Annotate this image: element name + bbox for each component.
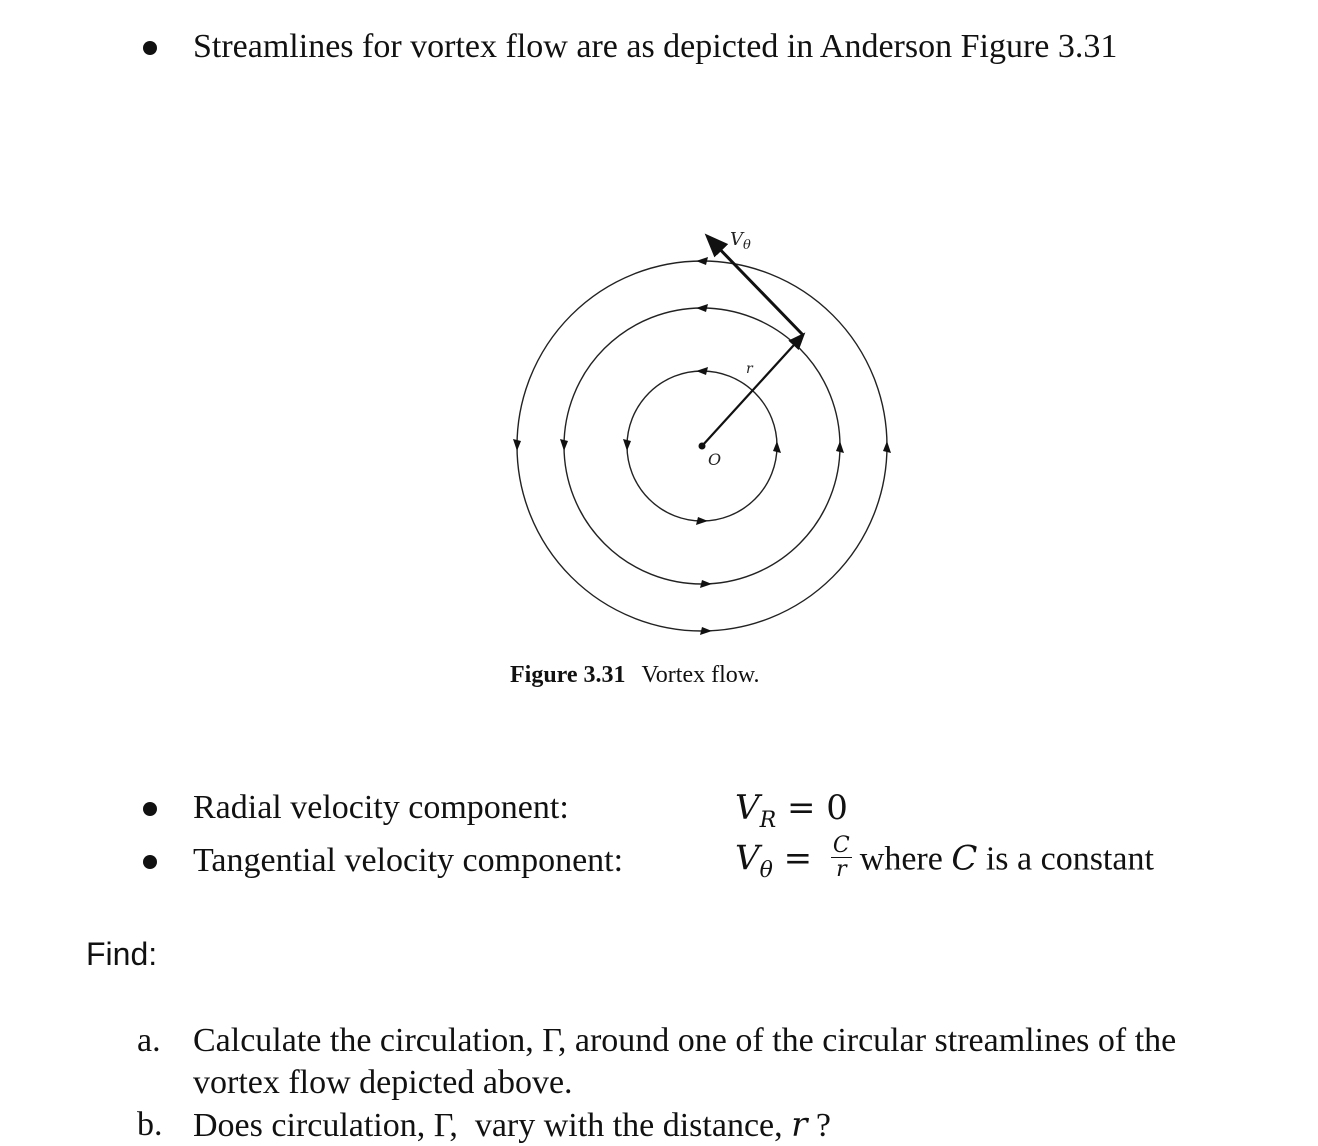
inner-arrow-bottom	[696, 517, 708, 525]
inner-arrow-left	[623, 439, 631, 451]
tangential-equation	[735, 833, 1154, 885]
radial-equation	[735, 788, 848, 833]
fraction-denominator: r	[836, 857, 847, 883]
tangential-subscript: θ	[759, 858, 773, 884]
radial-symbol: V	[735, 788, 760, 828]
outer-arrow-top	[696, 257, 708, 265]
radial-subscript: R	[759, 808, 777, 833]
find-heading: Find:	[86, 936, 158, 972]
bullet-intro	[143, 41, 157, 55]
bullet-tangential	[143, 855, 157, 869]
item-a-line2: vortex flow depicted above.	[193, 1064, 573, 1101]
outer-arrow-bottom	[700, 627, 712, 635]
tangential-symbol: V	[735, 838, 760, 879]
radial-equals-zero: = 0	[776, 788, 848, 828]
radial-label: Radial velocity component:	[193, 789, 569, 826]
item-a-marker: a.	[137, 1022, 161, 1059]
middle-arrow-left	[560, 439, 568, 451]
item-b-symbol-r: r	[791, 1105, 808, 1145]
intro-text: Streamlines for vortex flow are as depicted in Anderson Figure 3.31	[193, 28, 1118, 65]
where-constant-symbol: C	[951, 838, 978, 879]
radius-line	[702, 335, 803, 446]
label-origin: O	[708, 450, 722, 469]
outer-arrow-right	[883, 441, 891, 453]
item-b-line1	[193, 1105, 831, 1145]
figure-caption	[510, 662, 760, 689]
fraction-numerator: C	[832, 833, 850, 858]
caption-number: Figure 3.31	[510, 662, 626, 688]
bullet-radial	[143, 802, 157, 816]
where-text-pre: where	[859, 840, 952, 878]
item-b-text-pre: Does circulation, Γ, vary with the distance,	[193, 1107, 792, 1144]
where-text-post: is a constant	[977, 840, 1154, 878]
item-b-text-post: ?	[807, 1107, 831, 1144]
velocity-vector	[708, 237, 803, 335]
tangential-label: Tangential velocity component:	[193, 842, 624, 879]
middle-arrow-top	[696, 304, 708, 312]
item-a-line1: Calculate the circulation, Γ, around one of the circular streamlines of the	[193, 1022, 1177, 1059]
caption-text: Vortex flow.	[641, 662, 760, 688]
middle-arrow-right	[836, 441, 844, 453]
inner-arrow-right	[773, 441, 781, 453]
outer-arrow-left	[513, 439, 521, 451]
vortex-flow-figure	[490, 215, 910, 645]
label-v-theta: $V_\theta$	[730, 229, 751, 253]
label-r: r	[746, 361, 753, 377]
inner-arrow-top	[696, 367, 708, 375]
item-b-marker: b.	[137, 1106, 163, 1143]
middle-arrow-bottom	[700, 580, 712, 588]
tangential-equals: =	[772, 838, 823, 879]
c-over-r-fraction	[831, 834, 852, 881]
